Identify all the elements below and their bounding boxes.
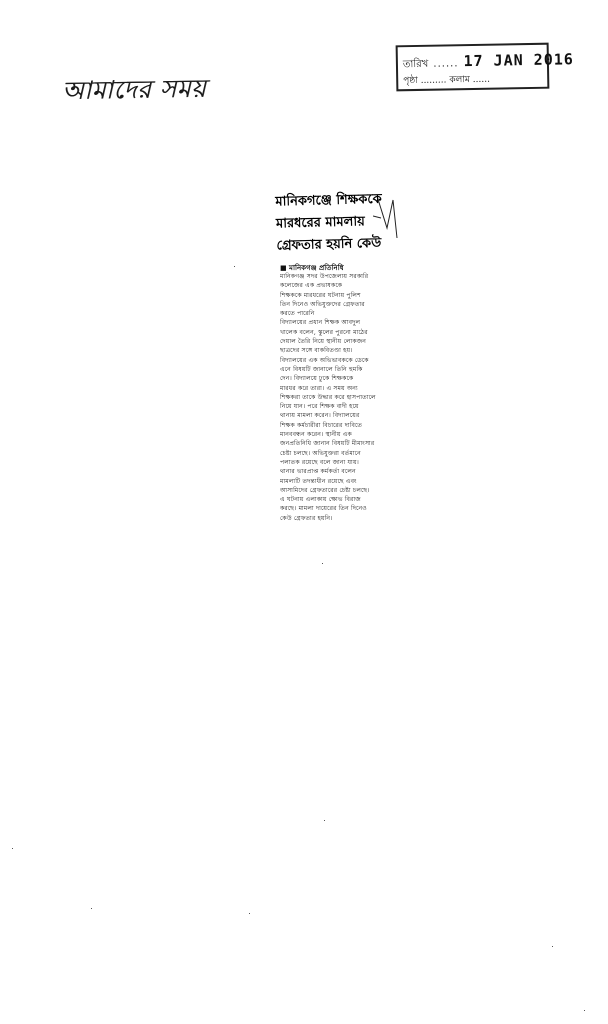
newspaper-clipping (268, 188, 396, 548)
body-line: করতে পারেনি (280, 310, 315, 318)
headline-line: মানিকগঞ্জে শিক্ষককে (275, 191, 382, 210)
scan-speck (12, 848, 13, 849)
body-line: মানিকগঞ্জ সদর উপজেলায় সরকারি (280, 273, 369, 280)
body-line: মানববন্ধন করেন। স্থানীয় এক (280, 431, 352, 439)
publication-name: আমাদের সময় (61, 73, 207, 106)
scan-speck (91, 908, 92, 909)
body-line: কলেজের এক প্রভাষককে (280, 282, 343, 290)
body-line: করছে। মামলা দায়েরের তিন দিনেও (280, 505, 367, 513)
body-line: বিদ্যালয়ের প্রধান শিক্ষক আবদুল (280, 319, 361, 327)
body-line: দেন। বিদ্যালয়ে ঢুকে শিক্ষককে (280, 375, 354, 383)
body-line: খালেক বলেন, স্কুলের পুরনো মাঠের (280, 328, 368, 336)
body-line: দেয়াল তৈরি নিয়ে স্থানীয় লোকজন (280, 338, 367, 346)
body-line: শিক্ষক কর্মচারীরা বিচারের দাবিতে (280, 421, 363, 429)
body-line: এনে বিষয়টি জানালে তিনি হুমকি (280, 365, 363, 373)
date-stamp-row (403, 49, 574, 74)
body-line: মামলাটি তদন্তাধীন রয়েছে এবং (280, 477, 357, 485)
body-line: তিন দিনেও অভিযুক্তদের গ্রেফতার (280, 300, 365, 308)
scan-speck (552, 946, 553, 947)
page-column-line: পৃষ্ঠা ......... কলাম ...... (403, 74, 491, 87)
date-stamp (396, 43, 574, 92)
body-line: মারধর করে তারা। এ সময় অন্য (280, 384, 358, 392)
scan-speck (322, 563, 323, 564)
body-line: থানার ভারপ্রাপ্ত কর্মকর্তা বলেন (280, 468, 356, 476)
body-line: বিদ্যালয়ের এক অভিভাবককে ডেকে (280, 356, 369, 364)
scan-speck (249, 913, 250, 914)
scan-speck (584, 1010, 585, 1011)
article-body (280, 272, 392, 523)
date-dots: ...... (433, 58, 459, 70)
stamp-date: 17 JAN 2016 (463, 50, 574, 71)
body-line: শিক্ষককে মারধরের ঘটনায় পুলিশ (280, 291, 361, 299)
body-line: কেউ গ্রেফতার হয়নি। (280, 514, 333, 522)
article-byline: ■ মানিকগঞ্জ প্রতিনিধি (280, 263, 344, 272)
scan-speck (234, 266, 235, 267)
headline-line: মারধরের মামলায় (275, 214, 365, 232)
article-headline (275, 188, 397, 257)
headline-line: গ্রেফতার হয়নি কেউ (276, 235, 382, 254)
body-line: শিক্ষকরা তাকে উদ্ধার করে হাসপাতালে (280, 393, 376, 401)
body-line: ছাত্রদের সঙ্গে বাকবিতণ্ডা হয়। (280, 347, 353, 355)
body-line: চেষ্টা চলছে। অভিযুক্তরা বর্তমানে (280, 449, 361, 457)
body-line: জনপ্রতিনিধি জানান বিষয়টি মীমাংসার (280, 440, 375, 448)
body-line: আসামিদের গ্রেফতারের চেষ্টা চলছে। (280, 486, 370, 494)
date-label: তারিখ (402, 58, 429, 71)
body-line: এ ঘটনায় এলাকায় ক্ষোভ বিরাজ (280, 496, 361, 504)
body-line: নিয়ে যান। পরে শিক্ষক বাদী হয়ে (280, 403, 359, 411)
body-line: পলাতক রয়েছে বলে জানা যায়। (280, 458, 360, 466)
body-line: থানায় মামলা করেন। বিদ্যালয়ের (280, 412, 360, 420)
scan-speck (324, 820, 325, 821)
